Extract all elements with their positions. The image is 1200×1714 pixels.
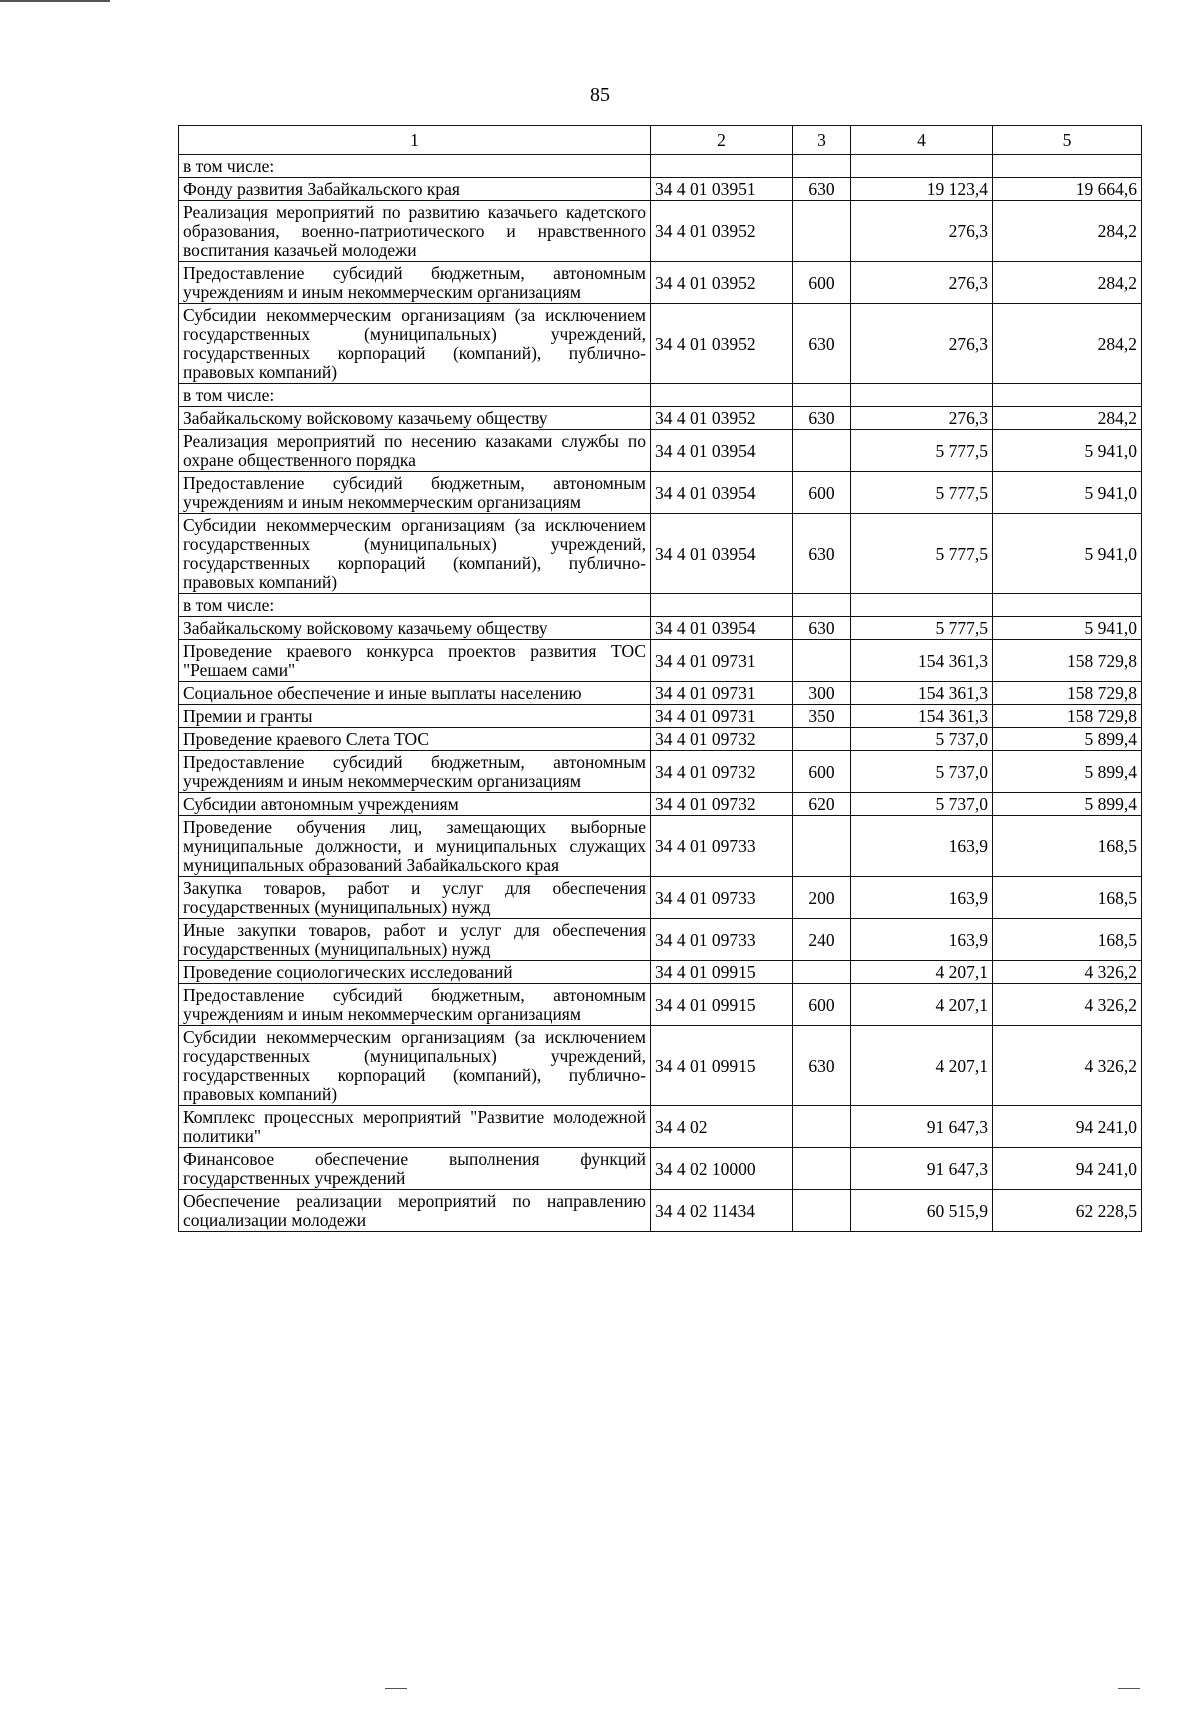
expense-type-code (793, 155, 851, 178)
amount-year-2: 5 941,0 (993, 514, 1142, 594)
amount-year-1 (851, 594, 993, 617)
header-cell-4: 4 (851, 126, 993, 155)
budget-code (651, 594, 793, 617)
table-row (179, 407, 1142, 430)
budget-code: 34 4 01 09731 (651, 640, 793, 682)
amount-year-1: 5 737,0 (851, 793, 993, 816)
amount-year-2: 158 729,8 (993, 640, 1142, 682)
expense-type-code: 600 (793, 751, 851, 793)
amount-year-1: 5 737,0 (851, 728, 993, 751)
amount-year-2: 4 326,2 (993, 984, 1142, 1026)
amount-year-2: 168,5 (993, 816, 1142, 877)
header-row (179, 126, 1142, 155)
expense-type-code: 630 (793, 514, 851, 594)
scan-artifact-dash (1118, 1688, 1140, 1689)
amount-year-2 (993, 594, 1142, 617)
table-row (179, 1190, 1142, 1232)
expense-type-code: 630 (793, 407, 851, 430)
amount-year-2: 4 326,2 (993, 961, 1142, 984)
budget-code: 34 4 01 09733 (651, 919, 793, 961)
expense-type-code: 300 (793, 682, 851, 705)
amount-year-2: 168,5 (993, 877, 1142, 919)
expense-type-code (793, 1148, 851, 1190)
amount-year-1: 154 361,3 (851, 640, 993, 682)
amount-year-1: 4 207,1 (851, 984, 993, 1026)
budget-code: 34 4 01 09915 (651, 984, 793, 1026)
amount-year-1: 5 777,5 (851, 514, 993, 594)
amount-year-1: 163,9 (851, 816, 993, 877)
expense-type-code: 600 (793, 984, 851, 1026)
budget-code: 34 4 01 09915 (651, 1026, 793, 1106)
amount-year-2: 5 941,0 (993, 472, 1142, 514)
budget-code: 34 4 01 09732 (651, 728, 793, 751)
table-row (179, 705, 1142, 728)
budget-item-name: Субсидии некоммерческим организациям (за исключением государственных (муниципальных) учреждений, государственных корпораций (компаний), публично-правовых компаний) (179, 304, 651, 384)
budget-item-name: Субсидии некоммерческим организациям (за исключением государственных (муниципальных) учреждений, государственных корпораций (компаний), публично-правовых компаний) (179, 514, 651, 594)
expense-type-code: 200 (793, 877, 851, 919)
table-row (179, 1026, 1142, 1106)
budget-item-name: Фонду развития Забайкальского края (179, 178, 651, 201)
budget-item-name: Закупка товаров, работ и услуг для обеспечения государственных (муниципальных) нужд (179, 877, 651, 919)
amount-year-2: 4 326,2 (993, 1026, 1142, 1106)
amount-year-2 (993, 155, 1142, 178)
expense-type-code: 600 (793, 262, 851, 304)
table-row (179, 304, 1142, 384)
budget-item-name: Реализация мероприятий по развитию казачьего кадетского образования, военно-патриотического и нравственного воспитания казачьей молодежи (179, 201, 651, 262)
amount-year-2: 5 899,4 (993, 793, 1142, 816)
amount-year-1: 276,3 (851, 262, 993, 304)
amount-year-2: 19 664,6 (993, 178, 1142, 201)
budget-code: 34 4 01 03954 (651, 430, 793, 472)
budget-code: 34 4 01 09732 (651, 793, 793, 816)
budget-code: 34 4 01 03952 (651, 262, 793, 304)
amount-year-1: 276,3 (851, 407, 993, 430)
budget-item-name: в том числе: (179, 384, 651, 407)
header-cell-3: 3 (793, 126, 851, 155)
budget-item-name: Проведение краевого конкурса проектов развития ТОС "Решаем сами" (179, 640, 651, 682)
budget-item-name: Забайкальскому войсковому казачьему обществу (179, 407, 651, 430)
budget-item-name: Комплекс процессных мероприятий "Развитие молодежной политики" (179, 1106, 651, 1148)
amount-year-1: 19 123,4 (851, 178, 993, 201)
budget-code: 34 4 01 03954 (651, 472, 793, 514)
budget-code: 34 4 02 (651, 1106, 793, 1148)
amount-year-2: 5 899,4 (993, 728, 1142, 751)
budget-code: 34 4 01 03952 (651, 304, 793, 384)
table-row (179, 1106, 1142, 1148)
expense-type-code: 620 (793, 793, 851, 816)
table-row (179, 751, 1142, 793)
budget-item-name: Иные закупки товаров, работ и услуг для обеспечения государственных (муниципальных) нужд (179, 919, 651, 961)
table-row (179, 430, 1142, 472)
budget-item-name: Проведение краевого Слета ТОС (179, 728, 651, 751)
budget-code: 34 4 01 03952 (651, 407, 793, 430)
amount-year-2: 284,2 (993, 262, 1142, 304)
table-row (179, 1148, 1142, 1190)
budget-code: 34 4 02 10000 (651, 1148, 793, 1190)
amount-year-1: 276,3 (851, 304, 993, 384)
table-row (179, 919, 1142, 961)
amount-year-1: 4 207,1 (851, 961, 993, 984)
amount-year-1: 276,3 (851, 201, 993, 262)
table-row (179, 877, 1142, 919)
table-row (179, 793, 1142, 816)
expense-type-code (793, 1106, 851, 1148)
budget-item-name: в том числе: (179, 594, 651, 617)
page-number: 85 (590, 84, 610, 106)
amount-year-1: 5 777,5 (851, 430, 993, 472)
table-body (179, 155, 1142, 1232)
budget-code: 34 4 01 09731 (651, 682, 793, 705)
expense-type-code (793, 594, 851, 617)
table-row (179, 262, 1142, 304)
header-cell-5: 5 (993, 126, 1142, 155)
amount-year-2: 94 241,0 (993, 1148, 1142, 1190)
budget-item-name: Премии и гранты (179, 705, 651, 728)
table-row (179, 201, 1142, 262)
budget-item-name: Проведение социологических исследований (179, 961, 651, 984)
table-row (179, 728, 1142, 751)
budget-item-name: Предоставление субсидий бюджетным, автономным учреждениям и иным некоммерческим организациям (179, 472, 651, 514)
amount-year-1: 154 361,3 (851, 682, 993, 705)
amount-year-2: 158 729,8 (993, 705, 1142, 728)
budget-item-name: Проведение обучения лиц, замещающих выборные муниципальные должности, и муниципальных служащих муниципальных образований Забайкальского края (179, 816, 651, 877)
budget-item-name: Предоставление субсидий бюджетным, автономным учреждениям и иным некоммерческим организациям (179, 262, 651, 304)
amount-year-2: 62 228,5 (993, 1190, 1142, 1232)
budget-code (651, 384, 793, 407)
budget-code: 34 4 01 09733 (651, 877, 793, 919)
budget-code: 34 4 01 09732 (651, 751, 793, 793)
amount-year-2: 5 941,0 (993, 617, 1142, 640)
budget-code: 34 4 01 09733 (651, 816, 793, 877)
expense-type-code (793, 816, 851, 877)
amount-year-2: 284,2 (993, 201, 1142, 262)
amount-year-2: 94 241,0 (993, 1106, 1142, 1148)
expense-type-code: 350 (793, 705, 851, 728)
amount-year-2: 5 941,0 (993, 430, 1142, 472)
expense-type-code (793, 961, 851, 984)
budget-code: 34 4 02 11434 (651, 1190, 793, 1232)
amount-year-1: 5 777,5 (851, 617, 993, 640)
budget-item-name: Предоставление субсидий бюджетным, автономным учреждениям и иным некоммерческим организациям (179, 984, 651, 1026)
budget-item-name: Предоставление субсидий бюджетным, автономным учреждениям и иным некоммерческим организациям (179, 751, 651, 793)
budget-code: 34 4 01 09915 (651, 961, 793, 984)
table-row (179, 640, 1142, 682)
budget-code: 34 4 01 09731 (651, 705, 793, 728)
expense-type-code: 600 (793, 472, 851, 514)
table-row (179, 961, 1142, 984)
amount-year-2: 5 899,4 (993, 751, 1142, 793)
amount-year-1: 163,9 (851, 919, 993, 961)
scan-artifact-line (0, 0, 110, 2)
table-row (179, 984, 1142, 1026)
table-row (179, 472, 1142, 514)
budget-code: 34 4 01 03952 (651, 201, 793, 262)
budget-code: 34 4 01 03951 (651, 178, 793, 201)
amount-year-1 (851, 384, 993, 407)
budget-item-name: Социальное обеспечение и иные выплаты населению (179, 682, 651, 705)
amount-year-2: 284,2 (993, 407, 1142, 430)
budget-item-name: Субсидии автономным учреждениям (179, 793, 651, 816)
header-cell-2: 2 (651, 126, 793, 155)
scan-artifact-dash (385, 1688, 407, 1689)
expense-type-code (793, 201, 851, 262)
expense-type-code (793, 384, 851, 407)
budget-code (651, 155, 793, 178)
expense-type-code: 630 (793, 304, 851, 384)
amount-year-1 (851, 155, 993, 178)
budget-code: 34 4 01 03954 (651, 514, 793, 594)
table-row (179, 617, 1142, 640)
expense-type-code (793, 640, 851, 682)
expense-type-code: 630 (793, 617, 851, 640)
expense-type-code (793, 1190, 851, 1232)
table-row (179, 178, 1142, 201)
table-row (179, 155, 1142, 178)
budget-code: 34 4 01 03954 (651, 617, 793, 640)
amount-year-1: 91 647,3 (851, 1106, 993, 1148)
expense-type-code (793, 430, 851, 472)
budget-item-name: Обеспечение реализации мероприятий по направлению социализации молодежи (179, 1190, 651, 1232)
table-row (179, 594, 1142, 617)
budget-item-name: Реализация мероприятий по несению казаками службы по охране общественного порядка (179, 430, 651, 472)
amount-year-1: 4 207,1 (851, 1026, 993, 1106)
amount-year-1: 60 515,9 (851, 1190, 993, 1232)
table-row (179, 384, 1142, 407)
amount-year-1: 91 647,3 (851, 1148, 993, 1190)
budget-item-name: Финансовое обеспечение выполнения функций государственных учреждений (179, 1148, 651, 1190)
budget-item-name: Субсидии некоммерческим организациям (за исключением государственных (муниципальных) учреждений, государственных корпораций (компаний), публично-правовых компаний) (179, 1026, 651, 1106)
amount-year-2: 284,2 (993, 304, 1142, 384)
expense-type-code: 240 (793, 919, 851, 961)
amount-year-1: 5 777,5 (851, 472, 993, 514)
amount-year-2: 158 729,8 (993, 682, 1142, 705)
amount-year-2: 168,5 (993, 919, 1142, 961)
header-cell-1: 1 (179, 126, 651, 155)
table-row (179, 682, 1142, 705)
table-row (179, 514, 1142, 594)
amount-year-1: 163,9 (851, 877, 993, 919)
expense-type-code: 630 (793, 178, 851, 201)
amount-year-1: 154 361,3 (851, 705, 993, 728)
expense-type-code (793, 728, 851, 751)
amount-year-2 (993, 384, 1142, 407)
table-row (179, 816, 1142, 877)
budget-table (178, 125, 1142, 1232)
budget-item-name: в том числе: (179, 155, 651, 178)
expense-type-code: 630 (793, 1026, 851, 1106)
budget-item-name: Забайкальскому войсковому казачьему обществу (179, 617, 651, 640)
amount-year-1: 5 737,0 (851, 751, 993, 793)
